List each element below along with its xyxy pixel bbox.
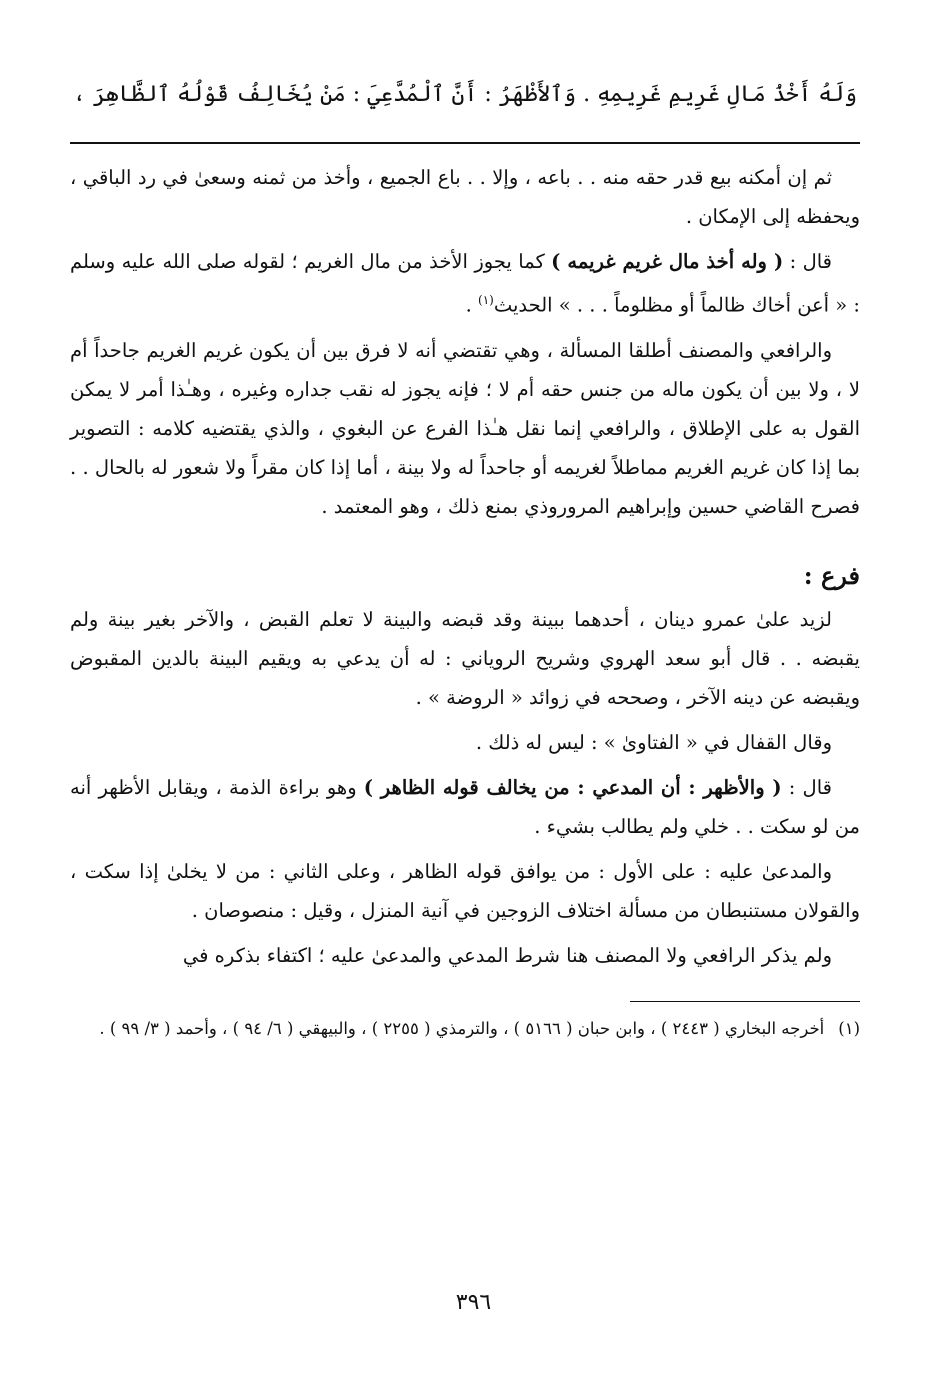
paragraph-7: والمدعىٰ عليه : على الأول : من يوافق قوله الظاهر ، وعلى الثاني : من لا يخلىٰ إذا سكت ، والقولان مستنبطان من مسألة اختلاف الزوجين في آنية المنزل ، وقيل : منصوصان . xyxy=(70,859,860,922)
paragraph-2-lead: قال : xyxy=(783,250,833,273)
paragraph-6 xyxy=(70,768,860,846)
page-number: ٣٩٦ xyxy=(455,1290,492,1315)
footnote-number: (١) xyxy=(838,1018,860,1038)
section-heading: فرع : xyxy=(803,560,860,590)
paragraph-2-tail: . xyxy=(465,293,478,317)
page-body xyxy=(70,70,860,1044)
paragraph-1: ثم إن أمكنه بيع قدر حقه منه . . باعه ، وإلا . . باع الجميع ، وأخذ من ثمنه وسعىٰ في رد الباقي ، ويحفظه إلى الإمكان . xyxy=(70,166,860,228)
footnote-ref: (١) xyxy=(478,293,494,307)
paragraph-2-text: كما يجوز الأخذ من مال الغريم ؛ لقوله صلى الله عليه وسلم : « أعن أخاك ظالماً أو مظلوماً . . . » الحديث xyxy=(70,250,860,317)
paragraph-4: لزيد علىٰ عمرو دينان ، أحدهما ببينة وقد قبضه والبينة لا تعلم القبض ، والآخر بغير بينة ولم يقبضه . . قال أبو سعد الهروي وشريح الروياني : له أن يدعي به ويقيم البينة بالدين المقبوض ويقبضه عن دينه الآخر ، وصححه في زوائد « الروضة » . xyxy=(70,607,860,709)
paragraph-6-lead: قال : xyxy=(781,775,832,799)
paragraph-3: والرافعي والمصنف أطلقا المسألة ، وهي تقتضي أنه لا فرق بين أن يكون غريم الغريم جاحداً أم لا ، ولا بين أن يكون ماله من جنس حقه أم لا ؛ فإنه يجوز له نقب جداره وغيره ، وهـٰذا أمر لا يمكن القول به على الإطلاق ، والرافعي إنما نقل هـٰذا الفرع عن البغوي ، والذي يقتضيه كلامه : التصوير بما إذا كان غريم الغريم مماطلاً لغريمه أو جاحداً له ولا بينة ، أما إذا كان مقراً ولا شعور له بالحال . . فصرح القاضي حسين وإبراهيم المروروذي بمنع ذلك ، وهو المعتمد . xyxy=(70,338,860,518)
header-divider xyxy=(70,142,860,144)
footnote-divider xyxy=(630,1001,860,1002)
paragraph-6-quote: ( والأظهر : أن المدعي : من يخالف قوله الظاهر ) xyxy=(363,775,782,799)
paragraph-8: ولم يذكر الرافعي ولا المصنف هنا شرط المدعي والمدعىٰ عليه ؛ اكتفاء بذكره في xyxy=(182,943,832,967)
paragraph-2 xyxy=(70,242,860,325)
paragraph-2-quote: ( وله أخذ مال غريم غريمه ) xyxy=(551,250,784,273)
matn-line: وَلَهُ أَخْذُ مَالِ غَرِيمِ غَرِيمِهِ . وَٱلأَظْهَرُ : أَنَّ ٱلْمُدَّعِيَ : مَنْ يُخَالِفُ قَوْلُهُ ٱلظَّاهِرَ ، xyxy=(72,82,858,107)
footnote-text: أخرجه البخاري ( ٢٤٤٣ ) ، وابن حبان ( ٥١٦٦ ) ، والترمذي ( ٢٢٥٥ ) ، والبيهقي ( ٦/ ٩٤ ) ، وأحمد ( ٣/ ٩٩ ) . xyxy=(99,1018,825,1038)
footnote xyxy=(70,1014,860,1044)
paragraph-5: وقال القفال في « الفتاوىٰ » : ليس له ذلك . xyxy=(475,730,832,754)
paragraph-6-text: وهو براءة الذمة ، ويقابل الأظهر أنه من لو سكت . . خلي ولم يطالب بشيء . xyxy=(70,775,860,838)
